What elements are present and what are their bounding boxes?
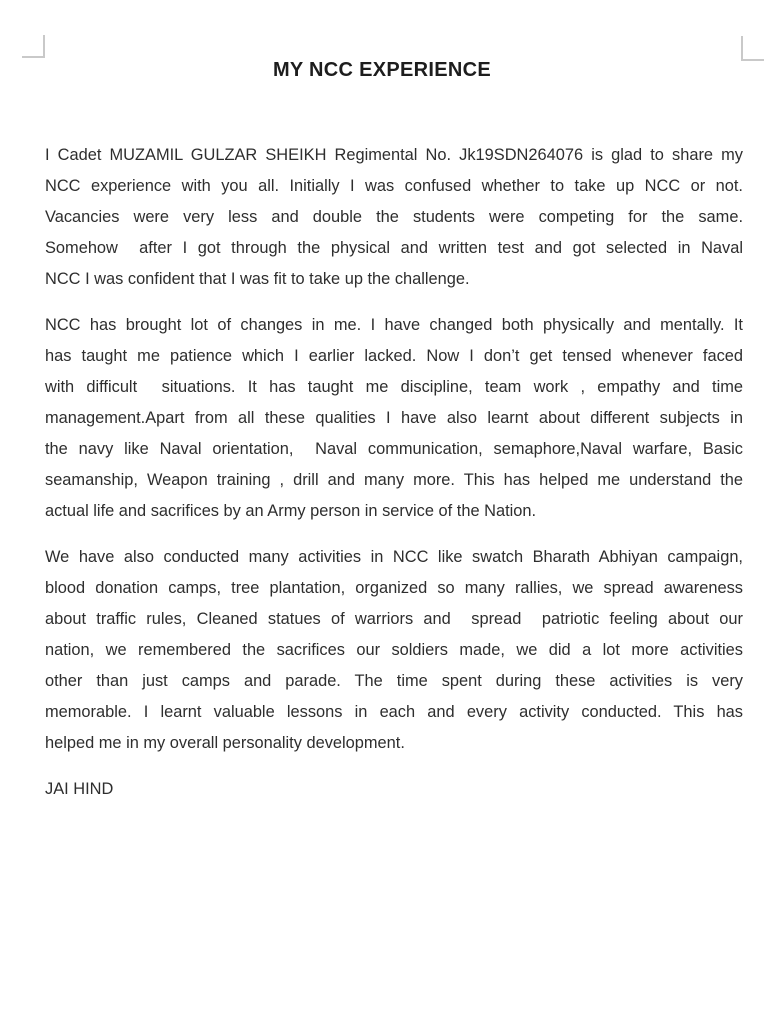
closing-line: JAI HIND xyxy=(45,780,114,798)
page-title: MY NCC EXPERIENCE xyxy=(272,59,492,81)
document-body xyxy=(45,140,743,805)
text-line: NCC has brought lot of changes in me. I have changed both physically and mentally. It xyxy=(45,316,743,334)
corner-mark-left xyxy=(22,35,45,58)
text-line: NCC experience with you all. Initially I was confused whether to take up NCC or not. xyxy=(45,177,743,195)
text-line: management.Apart from all these qualities I have also learnt about different subjects in xyxy=(45,409,743,427)
text-line: memorable. I learnt valuable lessons in each and every activity conducted. This has xyxy=(45,703,743,721)
paragraph-3 xyxy=(45,542,743,759)
text-line: actual life and sacrifices by an Army person in service of the Nation. xyxy=(45,502,537,520)
text-line: the navy like Naval orientation, Naval communication, semaphore,Naval warfare, Basic xyxy=(45,440,743,458)
text-line: blood donation camps, tree plantation, organized so many rallies, we spread awareness xyxy=(45,579,743,597)
paragraph-2 xyxy=(45,310,743,527)
text-line: Vacancies were very less and double the students were competing for the same. xyxy=(45,208,743,226)
text-line: with difficult situations. It has taught me discipline, team work , empathy and time xyxy=(45,378,743,396)
text-line: other than just camps and parade. The time spent during these activities is very xyxy=(45,672,743,690)
text-line: We have also conducted many activities in NCC like swatch Bharath Abhiyan campaign, xyxy=(45,548,743,566)
text-line: nation, we remembered the sacrifices our soldiers made, we did a lot more activities xyxy=(45,641,743,659)
text-line: seamanship, Weapon training , drill and many more. This has helped me understand the xyxy=(45,471,743,489)
text-line: about traffic rules, Cleaned statues of warriors and spread patriotic feeling about our xyxy=(45,610,743,628)
text-line: Somehow after I got through the physical and written test and got selected in Naval xyxy=(45,239,743,257)
text-line: NCC I was confident that I was fit to take up the challenge. xyxy=(45,270,470,288)
text-line: I Cadet MUZAMIL GULZAR SHEIKH Regimental No. Jk19SDN264076 is glad to share my xyxy=(45,146,743,164)
text-line: helped me in my overall personality development. xyxy=(45,734,405,752)
text-line: has taught me patience which I earlier lacked. Now I don’t get tensed whenever faced xyxy=(45,347,743,365)
paragraph-1 xyxy=(45,140,743,295)
